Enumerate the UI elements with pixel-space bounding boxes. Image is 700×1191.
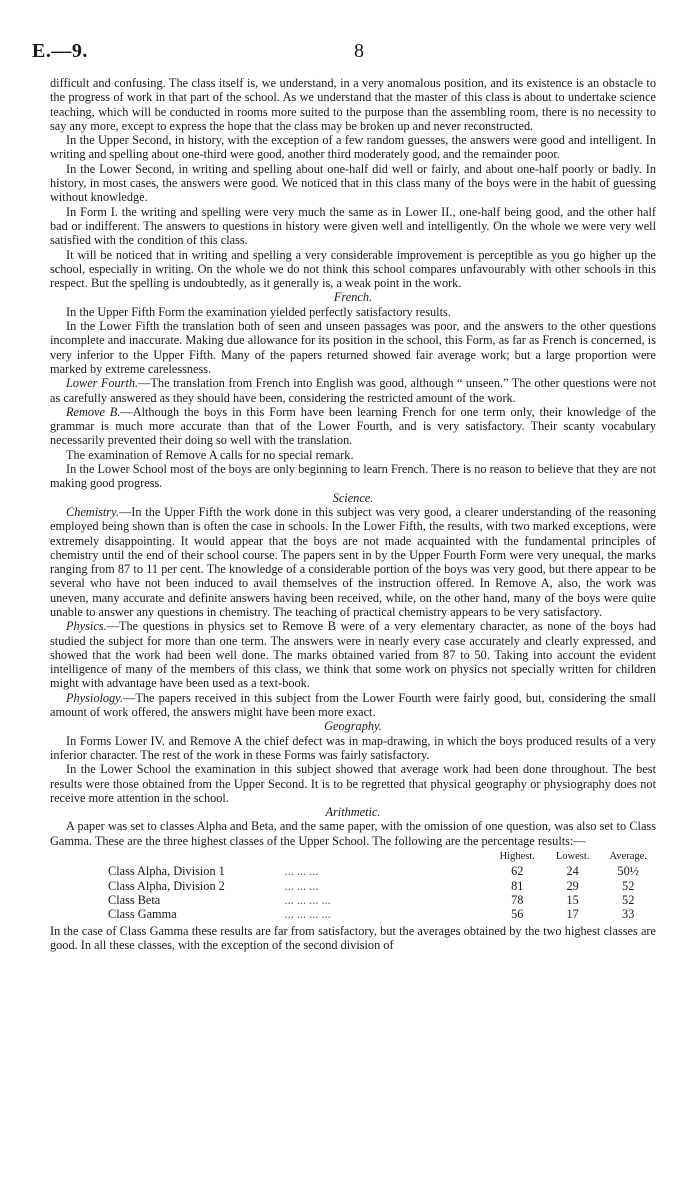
section-heading-science: Science.	[332, 490, 374, 505]
paragraph: In the Lower Fifth the translation both of seen and unseen passages was poor, and the answers to the other questions incomplete and inaccurate. Making due allowance for its position in the school, this Form, as far as French is concerned, is very inferior to the Upper Fifth. Many of the papers returned showed fair average work; but a large proportion were marked by extreme carelessness.	[50, 319, 656, 376]
paragraph: In the Lower School most of the boys are only beginning to learn French. There is no reason to believe that they are not making good progress.	[50, 462, 656, 491]
paragraph-lead: Physics.	[66, 619, 107, 634]
table-row	[108, 879, 656, 893]
paragraph: In the Upper Second, in history, with the exception of a few random guesses, the answers were good and intelligent. In writing and spelling about one-third were good, another third moderately good, and the remainder poor.	[50, 133, 656, 162]
leader-dots: ... ... ... ...	[284, 892, 331, 907]
average-value: 52	[622, 878, 635, 893]
paragraph	[50, 691, 656, 720]
highest-value: 62	[511, 864, 524, 879]
paragraph: In the case of Class Gamma these results are far from satisfactory, but the averages obtained by the two highest classes are good. In all these classes, with the exception of the second division of	[50, 923, 656, 952]
paragraph: In the Lower Second, in writing and spelling about one-half did well or fairly, and about one-half poorly or badly. In history, in most cases, the answers were good. We noticed that in this class many of the boys were in the habit of guessing without knowledge.	[50, 161, 656, 205]
page-number: 8	[354, 40, 364, 62]
paragraph: The examination of Remove A calls for no special remark.	[66, 447, 354, 462]
paragraph-text: —Although the boys in this Form have been learning French for one term only, their knowledge of the grammar is much more accurate than that of the Lower Fourth, and is very satisfactory. Their scanty vocabulary necessarily prevented their doing so well with the translation.	[50, 404, 656, 448]
lowest-value: 29	[566, 878, 579, 893]
column-header-highest: Highest.	[499, 851, 535, 863]
paragraph-text: —The translation from French into English was good, although “ unseen.” The other questions were not as carefully answered as they should have been, considering the restricted amount of the work.	[50, 376, 656, 405]
class-label: Class Beta	[108, 892, 161, 907]
table-row	[108, 907, 656, 921]
paragraph: In the Lower School the examination in this subject showed that average work had been done throughout. The best results were those obtained from the Upper Second. It is to be regretted that physical geography or physiography does not receive more attention in the school.	[50, 762, 656, 805]
section-heading-arithmetic: Arithmetic.	[325, 805, 381, 820]
class-label: Class Gamma	[108, 907, 177, 922]
paragraph: A paper was set to classes Alpha and Beta, and the same paper, with the omission of one question, was also set to Class Gamma. These are the three highest classes of the Upper School. The following are the percentage results:—	[50, 819, 656, 848]
paragraph: difficult and confusing. The class itself is, we understand, in a very anomalous position, and its existence is an obstacle to the progress of work in that part of the school. As we understand that the master of this class is about to undertake science teaching, which will be conducted in rooms more suited to the purpose than the assembling room, there is no necessity to say any more, except to express the hope that the class may be broken up and never reconstructed.	[50, 76, 656, 133]
paragraph	[50, 505, 656, 619]
table-row	[108, 864, 656, 878]
paragraph: It will be noticed that in writing and spelling a very considerable improvement is perceptible as you go higher up the school, especially in writing. On the whole we do not think this school compares unfavourably with other schools in this respect. But the spelling is undoubtedly, as it generally is, a weak point in the work.	[50, 247, 656, 291]
results-table	[108, 850, 656, 921]
lowest-value: 17	[566, 907, 579, 922]
section-heading-geography: Geography.	[324, 719, 382, 734]
leader-dots: ... ... ...	[284, 878, 319, 893]
table-row	[108, 893, 656, 907]
paragraph: In the Upper Fifth Form the examination yielded perfectly satisfactory results.	[66, 304, 451, 319]
paragraph-lead: Physiology.	[66, 690, 124, 705]
paragraph	[50, 619, 656, 690]
paragraph: In Forms Lower IV. and Remove A the chief defect was in map-drawing, in which the boys produced results of a very inferior character. The rest of the work in these Forms was fairly satisfactory.	[50, 733, 656, 762]
table-header-row	[108, 850, 656, 864]
lowest-value: 15	[566, 892, 579, 907]
lowest-value: 24	[566, 864, 579, 879]
leader-dots: ... ... ... ...	[284, 907, 331, 922]
paragraph: In Form I. the writing and spelling were very much the same as in Lower II., one-half being good, and the other half bad or indifferent. The answers to questions in history were given well and intelligently. On the whole we were very well satisfied with the condition of this class.	[50, 204, 656, 248]
class-label: Class Alpha, Division 2	[108, 878, 225, 893]
average-value: 50½	[617, 864, 639, 879]
body-text	[50, 76, 656, 952]
average-value: 33	[622, 907, 635, 922]
average-value: 52	[622, 892, 635, 907]
paragraph-text: —The questions in physics set to Remove B were of a very elementary character, as none of the boys had studied the subject for more than one term. The answers were in nearly every case accurately and clearly expressed, and showed that the work had been well done. The marks obtained varied from 87 to 50. Taking into account the evident intelligence of many of the members of this class, we think that some work on physics not specially written for children might with advantage have been used as a text-book.	[50, 619, 656, 691]
column-header-lowest: Lowest.	[555, 851, 590, 863]
paragraph-text: —In the Upper Fifth the work done in this subject was very good, a clearer understanding of the reasoning employed being shown than is often the case in schools. In the Lower Fifth, the results, with two marked exceptions, were extremely disappointing. It would appear that the boys are not made acquainted with the fundamental principles of chemistry until the end of their school course. The papers sent in by the Upper Fourth Form were very unequal, the marks ranging from 87 to 11 per cent. The knowledge of a considerable portion of the boys was very good, but there appear to be several who have not been induced to avail themselves of the instruction offered. In Remove A, also, the work was uneven, many accurate and definite answers having been received, while, on the other hand, many of the boys were quite unable to answer any questions in chemistry. The teaching of practical chemistry appears to be very satisfactory.	[50, 504, 656, 619]
paragraph-lead: Chemistry.	[66, 504, 119, 519]
highest-value: 56	[511, 907, 524, 922]
paragraph	[50, 376, 656, 405]
leader-dots: ... ... ...	[284, 864, 319, 879]
paragraph-lead: Lower Fourth.	[66, 376, 139, 391]
paragraph-lead: Remove B.	[66, 404, 121, 419]
highest-value: 78	[511, 892, 524, 907]
column-header-average: Average.	[609, 851, 647, 863]
class-label: Class Alpha, Division 1	[108, 864, 225, 879]
section-heading-french: French.	[333, 290, 373, 305]
series-reference: E.—9.	[32, 40, 88, 62]
paragraph	[50, 405, 656, 448]
paragraph-text: —The papers received in this subject from the Lower Fourth were fairly good, but, considering the small amount of work offered, the answers might have been more exact.	[50, 690, 656, 720]
highest-value: 81	[511, 878, 524, 893]
